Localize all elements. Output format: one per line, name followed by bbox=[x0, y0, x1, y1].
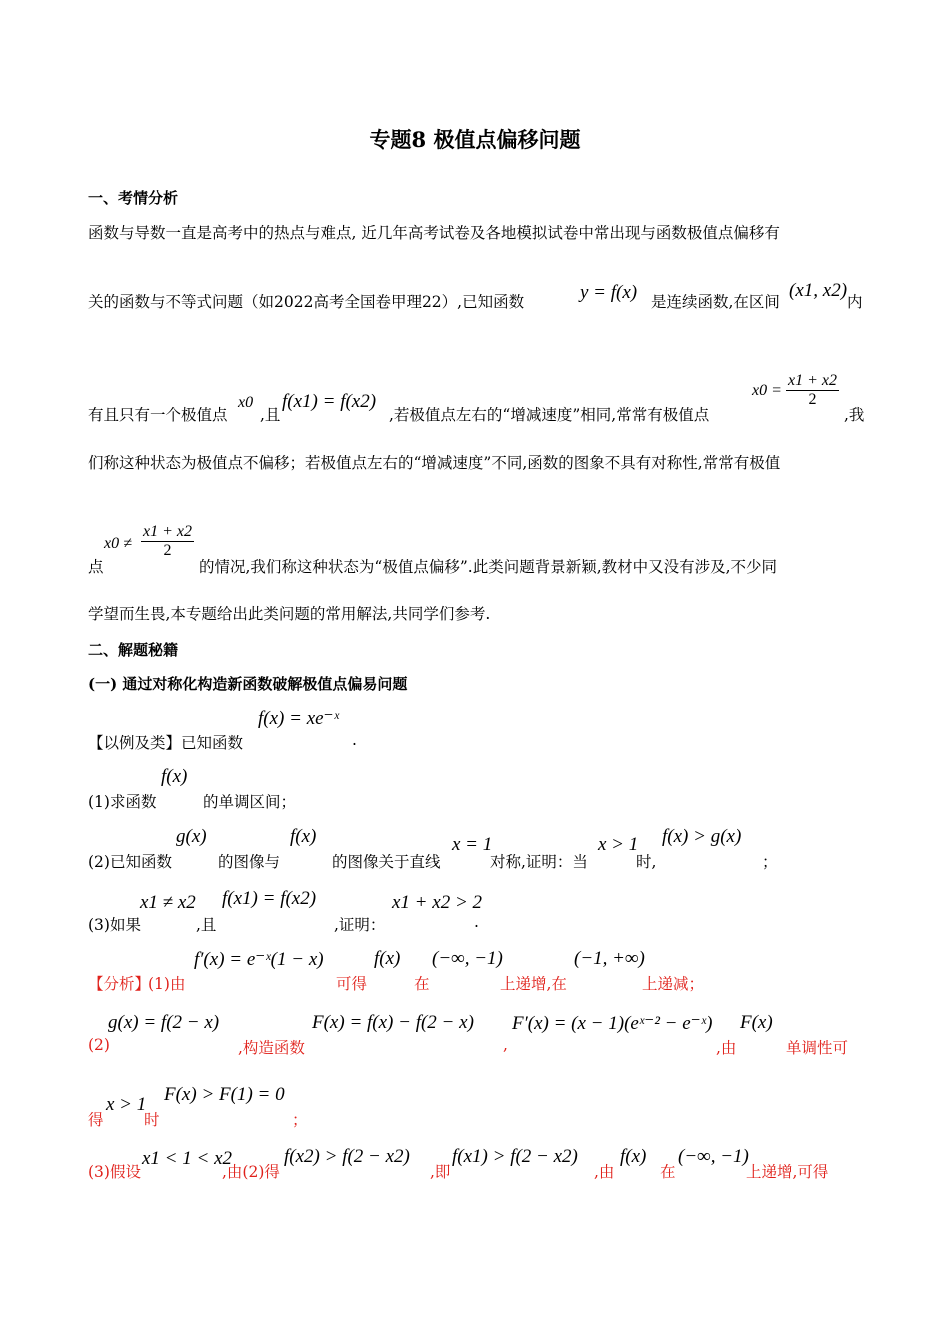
math-expression: F(x) bbox=[740, 1012, 773, 1033]
paragraph-line: 们称这种状态为极值点不偏移；若极值点左右的“增减速度”不同,函数的图象不具有对称性,常常有极值 bbox=[88, 454, 781, 472]
paragraph-text: ,我 bbox=[844, 406, 865, 424]
paragraph-text: ,且 bbox=[260, 406, 281, 424]
math-expression: x1 ≠ x2 bbox=[140, 892, 196, 913]
math-expression: f(x1) > f(2 − x2) bbox=[452, 1146, 578, 1167]
analysis-text: , bbox=[503, 1036, 508, 1054]
math-expression: f(x) > g(x) bbox=[662, 826, 742, 847]
math-expression: f(x) = xe⁻ˣ bbox=[258, 708, 339, 729]
math-expression: f′(x) = e⁻ˣ(1 − x) bbox=[194, 949, 324, 970]
analysis-text: (1)由 bbox=[148, 975, 186, 993]
math-fraction bbox=[786, 372, 839, 409]
question-text: (3)如果 bbox=[88, 916, 141, 934]
analysis-text: 上递减； bbox=[642, 975, 705, 993]
question-text: (2)已知函数 bbox=[88, 853, 172, 871]
example-label: 【以例及类】已知函数 bbox=[88, 734, 244, 752]
question-text: ； bbox=[762, 853, 778, 871]
math-expression: x > 1 bbox=[106, 1094, 147, 1115]
fraction-denominator: 2 bbox=[808, 391, 817, 408]
question-text: . bbox=[474, 913, 479, 931]
paragraph-text: 有且只有一个极值点 bbox=[88, 406, 228, 424]
math-expression: x0 bbox=[238, 394, 254, 411]
math-expression: (−∞, −1) bbox=[678, 1146, 749, 1167]
math-expression: x > 1 bbox=[598, 834, 639, 855]
math-expression: f(x1) = f(x2) bbox=[282, 391, 377, 412]
analysis-text: (3)假设 bbox=[88, 1163, 141, 1181]
section-heading-analysis: 一、考情分析 bbox=[88, 189, 179, 207]
paragraph-text: 的情况,我们称这种状态为“极值点偏移”.此类问题背景新颖,教材中又没有涉及,不少同 bbox=[199, 558, 778, 576]
question-text: 对称,证明：当 bbox=[490, 853, 588, 871]
subsection-heading: (一) 通过对称化构造新函数破解极值点偏易问题 bbox=[88, 675, 408, 693]
math-expression: x0 = bbox=[752, 382, 782, 399]
analysis-text: ,由 bbox=[716, 1039, 737, 1057]
analysis-text: 时 bbox=[144, 1111, 160, 1129]
analysis-text: ,即 bbox=[430, 1163, 451, 1181]
question-text: 时, bbox=[636, 853, 657, 871]
paragraph-text: 点 bbox=[88, 558, 104, 576]
math-expression: x1 < 1 < x2 bbox=[142, 1148, 233, 1169]
question-text: 的图像关于直线 bbox=[332, 853, 441, 871]
math-expression: (x1, x2) bbox=[789, 280, 848, 301]
math-expression: y = f(x) bbox=[580, 282, 638, 303]
analysis-text: ,由 bbox=[594, 1163, 615, 1181]
analysis-text: ,构造函数 bbox=[238, 1039, 305, 1057]
analysis-text: 可得 bbox=[336, 975, 368, 993]
analysis-text: 上递增,在 bbox=[500, 975, 567, 993]
math-expression: f(x) bbox=[290, 826, 317, 847]
paragraph-line: 函数与导数一直是高考中的热点与难点, 近几年高考试卷及各地模拟试卷中常出现与函数极值点偏移有 bbox=[88, 224, 780, 242]
analysis-text: 上递增,可得 bbox=[746, 1163, 829, 1181]
analysis-text: ,由(2)得 bbox=[222, 1163, 280, 1181]
math-expression: f(x1) = f(x2) bbox=[222, 888, 317, 909]
math-expression: (−∞, −1) bbox=[432, 948, 503, 969]
math-expression: F′(x) = (x − 1)(eˣ⁻² − e⁻ˣ) bbox=[512, 1013, 713, 1034]
math-expression: F(x) > F(1) = 0 bbox=[164, 1084, 285, 1105]
page-title: 专题8 极值点偏移问题 bbox=[369, 127, 581, 152]
question-text: (1)求函数 bbox=[88, 793, 157, 811]
fraction-denominator: 2 bbox=[163, 542, 172, 559]
question-text: 的单调区间； bbox=[203, 793, 297, 811]
question-text: 的图像与 bbox=[218, 853, 281, 871]
math-expression: x = 1 bbox=[452, 834, 493, 855]
paragraph-text: ,若极值点左右的“增减速度”相同,常常有极值点 bbox=[389, 406, 710, 424]
paragraph-line: 学望而生畏,本专题给出此类问题的常用解法,共同学们参考. bbox=[88, 605, 491, 623]
math-expression: f(x) bbox=[620, 1146, 647, 1167]
section-heading-methods: 二、解题秘籍 bbox=[88, 641, 179, 659]
analysis-text: 单调性可 bbox=[786, 1039, 849, 1057]
math-expression: g(x) = f(2 − x) bbox=[108, 1012, 220, 1033]
analysis-text: 得 bbox=[88, 1111, 104, 1129]
math-expression: f(x) bbox=[161, 766, 188, 787]
analysis-text: (2) bbox=[88, 1036, 110, 1054]
paragraph-text: 内 bbox=[847, 293, 863, 311]
math-expression: g(x) bbox=[176, 826, 207, 847]
math-expression: x1 + x2 > 2 bbox=[392, 892, 483, 913]
fraction-numerator: x1 + x2 bbox=[143, 523, 192, 540]
question-text: ,且 bbox=[196, 916, 217, 934]
math-fraction bbox=[141, 523, 194, 560]
analysis-text: 在 bbox=[414, 975, 430, 993]
math-expression: f(x2) > f(2 − x2) bbox=[284, 1146, 410, 1167]
paragraph-line: 关的函数与不等式问题（如2022高考全国卷甲理22）,已知函数 bbox=[88, 293, 525, 311]
math-expression: F(x) = f(x) − f(2 − x) bbox=[312, 1012, 474, 1033]
math-expression: f(x) bbox=[374, 948, 401, 969]
math-expression: (−1, +∞) bbox=[574, 948, 645, 969]
analysis-text: ； bbox=[292, 1111, 308, 1129]
math-expression: x0 ≠ bbox=[104, 535, 132, 552]
analysis-text: 在 bbox=[660, 1163, 676, 1181]
paragraph-text: . bbox=[352, 731, 357, 749]
analysis-label: 【分析】 bbox=[88, 975, 151, 993]
question-text: ,证明： bbox=[334, 916, 386, 934]
fraction-numerator: x1 + x2 bbox=[788, 372, 837, 389]
paragraph-text: 是连续函数,在区间 bbox=[651, 293, 780, 311]
